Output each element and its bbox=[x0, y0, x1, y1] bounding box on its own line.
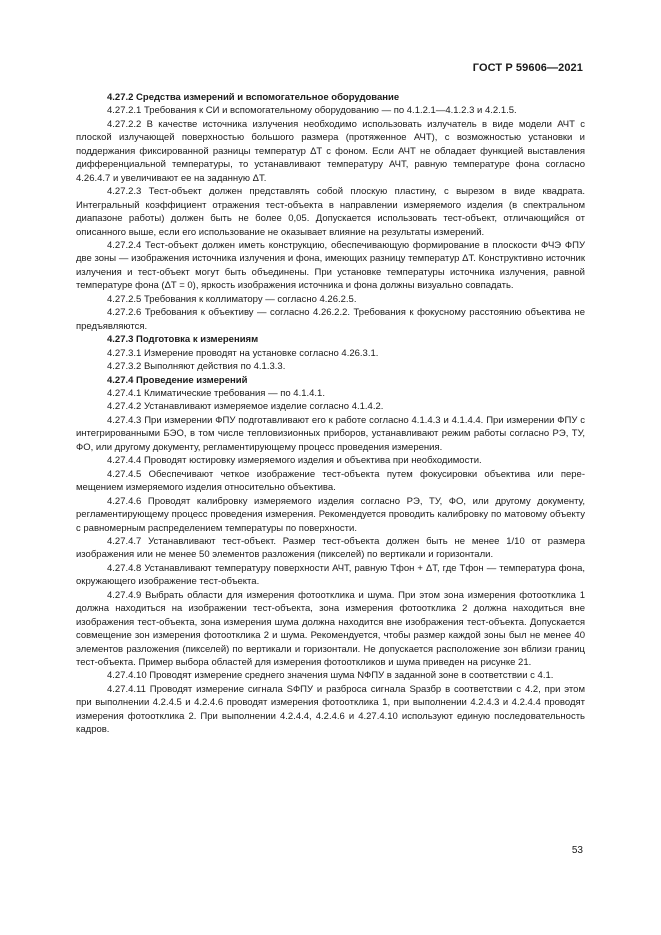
paragraph: 4.27.2.3 Тест-объект должен представлять собой плоскую пластину, с вырезом в виде квадрата. Интегральный коэффициент отражения тест-объекта в направлении измеряемого изделия (в спектральном диапазоне работы) должен быть не более 0,05. Допускается использовать тест-объект, отличающийся от описанного выше, если его использование не оказывает влияние на результаты измерений. bbox=[76, 186, 585, 238]
paragraph: 4.27.4.1 Климатические требования — по 4.1.4.1. bbox=[107, 387, 325, 399]
paragraph: 4.27.4.2 Устанавливают измеряемое изделие согласно 4.1.4.2. bbox=[107, 401, 384, 413]
paragraph: 4.27.2.5 Требования к коллиматору — согласно 4.26.2.5. bbox=[107, 293, 357, 305]
paragraph: 4.27.4.7 Устанавливают тест-объект. Размер тест-объекта должен быть не менее 1/10 от размера изображения или не менее 50 элементов разложения (пикселей) по вертикали и горизонтали. bbox=[76, 535, 585, 561]
paragraph: 4.27.2.2 В качестве источника излучения необходимо использовать излучатель в виде модели АЧТ с плоской излучающей поверхностью большого размера (протяженное АЧТ), с возможностью установки и поддержания фиксированной разницы температур ΔT с фоном. Если АЧТ не обладает функцией выставления дифференциальной температуры, то устанавливают температуру АЧТ, равную температуре фона согласно 4.26.4.7 и увеличивают ее на заданную ΔT. bbox=[76, 118, 585, 184]
paragraph: 4.27.2.1 Требования к СИ и вспомогательному оборудованию — по 4.1.2.1—4.1.2.3 и 4.2.1.5. bbox=[107, 105, 517, 117]
document-id: ГОСТ Р 59606—2021 bbox=[472, 62, 583, 74]
paragraph: 4.27.4.3 При измерении ФПУ подготавливают его к работе согласно 4.1.4.3 и 4.1.4.4. При измерении ФПУ с интегрированными БЭО, в том числе тепловизионных приборов, устанавливают режим работы согласно РЭ, ТУ, ФО, или другому документу, регламентирующему процесс проведения измерения. bbox=[76, 414, 585, 453]
paragraph: 4.27.4.8 Устанавливают температуру поверхности АЧТ, равную Tфон + ΔT, где Tфон — температура фона, окружающего изображение тест-объекта. bbox=[76, 562, 585, 588]
paragraph: 4.27.4.10 Проводят измерение среднего значения шума NФПУ в заданной зоне в соответствии с 4.1. bbox=[107, 670, 554, 682]
paragraph: 4.27.4.11 Проводят измерение сигнала SФПУ и разброса сигнала Sразбр в соответствии с 4.2, при этом при выполнении 4.2.4.5 и 4.2.4.6 проводят измерения фотоотклика 1, при выполнении 4.2.4.3 и 4.2.4.4 проводят измерения фотоотклика 2. При выполнении 4.2.4.4, 4.2.4.6 и 4.27.4.10 используют единую последовательность кадров. bbox=[76, 683, 585, 736]
paragraph: 4.27.3.1 Измерение проводят на установке согласно 4.26.3.1. bbox=[107, 347, 379, 359]
section-heading: 4.27.4 Проведение измерений bbox=[107, 374, 248, 386]
paragraph: 4.27.4.5 Обеспечивают четкое изображение тест-объекта путем фокусировки объектива или перемещением измеряемого изделия относительно объектива. bbox=[76, 468, 585, 494]
paragraph: 4.27.2.4 Тест-объект должен иметь конструкцию, обеспечивающую формирование в плоскости ФЧЭ ФПУ две зоны — изображения источника излучения и фона, имеющих разницу температур ΔT. Конструктивно источник излучения и тест-объект могут быть объединены. При установке температуры источника излучения, равной температуре фона (ΔT = 0), яркость изображения источника и фона должны визуально совпадать. bbox=[76, 239, 585, 292]
paragraph: 4.27.4.4 Проводят юстировку измеряемого изделия и объектива при необходимости. bbox=[107, 455, 482, 467]
document-body bbox=[76, 91, 585, 737]
section-heading: 4.27.3 Подготовка к измерениям bbox=[107, 334, 259, 346]
paragraph: 4.27.4.9 Выбрать области для измерения фотоотклика и шума. При этом зона измерения фотоотклика 1 должна находиться на изображении тест-объекта, зона измерения фотоотклика 2 должна находиться вне изображения тест-объекта, зона измерения шума должна находится вне изображения тест-объекта. Допускается совмещение зон измерения фотоотклика 2 и шума. Рекомендуется, чтобы размер каждой зоны был не менее 40 элементов разложения (пикселей) по вертикали и горизонтали. Не допускается расположение зон вблизи границ тест-объекта. Пример выбора областей для измерения фотооткликов и шума приведен на рисунке 21. bbox=[76, 589, 585, 669]
paragraph: 4.27.2.6 Требования к объективу — согласно 4.26.2.2. Требования к фокусному расстоянию объектива не предъявляются. bbox=[76, 307, 585, 332]
page-number: 53 bbox=[571, 845, 583, 856]
section-heading: 4.27.2 Средства измерений и вспомогательное оборудование bbox=[107, 92, 400, 103]
paragraph: 4.27.3.2 Выполняют действия по 4.1.3.3. bbox=[107, 361, 286, 373]
paragraph: 4.27.4.6 Проводят калибровку измеряемого изделия согласно РЭ, ТУ, ФО, или другому документу, регламентирующему процесс проведения измерения. Рекомендуется проводить калибровку по матовому объекту с равномерным распределением температуры по поверхности. bbox=[76, 495, 585, 534]
